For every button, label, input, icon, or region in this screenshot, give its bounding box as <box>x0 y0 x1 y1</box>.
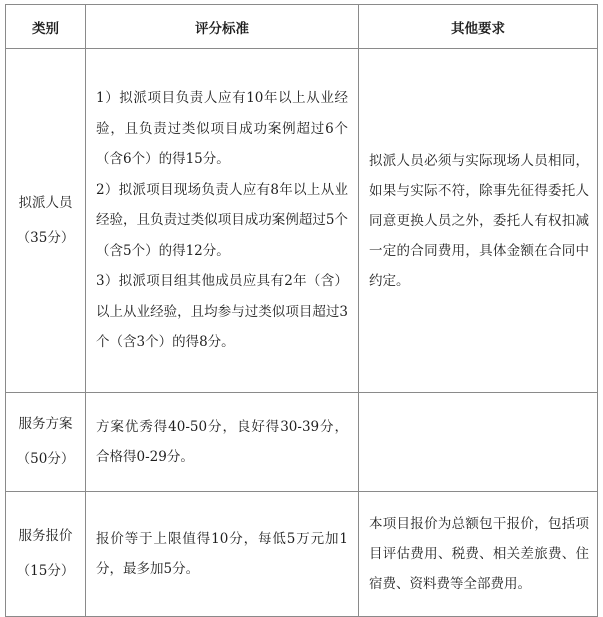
requirement-cell <box>359 49 598 393</box>
criteria-cell <box>86 393 359 492</box>
criteria-item: 3）拟派项目组其他成员应具有2年（含）以上从业经验，且均参与过类似项目超过3个（含3个）的得8分。 <box>96 273 348 351</box>
category-cell <box>6 492 86 617</box>
requirement-text: 拟派人员必须与实际现场人员相同，如果与实际不符，除事先征得委托人同意更换人员之外，委托人有权扣减一定的合同费用，具体金额在合同中约定。 <box>369 152 589 289</box>
category-score: （50分） <box>16 451 75 467</box>
scoring-table <box>5 4 598 617</box>
criteria-item: 方案优秀得40-50分，良好得30-39分，合格得0-29分。 <box>96 418 348 465</box>
table-header-row <box>6 5 598 49</box>
table-row <box>6 393 598 492</box>
criteria-cell <box>86 492 359 617</box>
category-name: 服务方案 <box>18 416 73 432</box>
header-category: 类别 <box>6 5 86 49</box>
header-requirements: 其他要求 <box>359 5 598 49</box>
header-criteria: 评分标准 <box>86 5 359 49</box>
category-name: 服务报价 <box>18 528 73 544</box>
table-row <box>6 492 598 617</box>
criteria-item: 报价等于上限值得10分，每低5万元加1分，最多加5分。 <box>96 530 348 577</box>
criteria-item: 1）拟派项目负责人应有10年以上从业经验，且负责过类似项目成功案例超过6个（含6个）的得15分。 <box>96 90 348 168</box>
requirement-cell <box>359 492 598 617</box>
requirement-cell <box>359 393 598 492</box>
table-row <box>6 49 598 393</box>
category-name: 拟派人员 <box>18 194 73 211</box>
criteria-item: 2）拟派项目现场负责人应有8年以上从业经验，且负责过类似项目成功案例超过5个（含5个）的得12分。 <box>96 181 348 259</box>
requirement-text: 本项目报价为总额包干报价，包括项目评估费用、税费、相关差旅费、住宿费、资料费等全部费用。 <box>369 516 589 592</box>
category-score: （35分） <box>16 229 75 246</box>
category-cell <box>6 49 86 393</box>
category-score: （15分） <box>16 563 75 579</box>
category-cell <box>6 393 86 492</box>
criteria-cell <box>86 49 359 393</box>
